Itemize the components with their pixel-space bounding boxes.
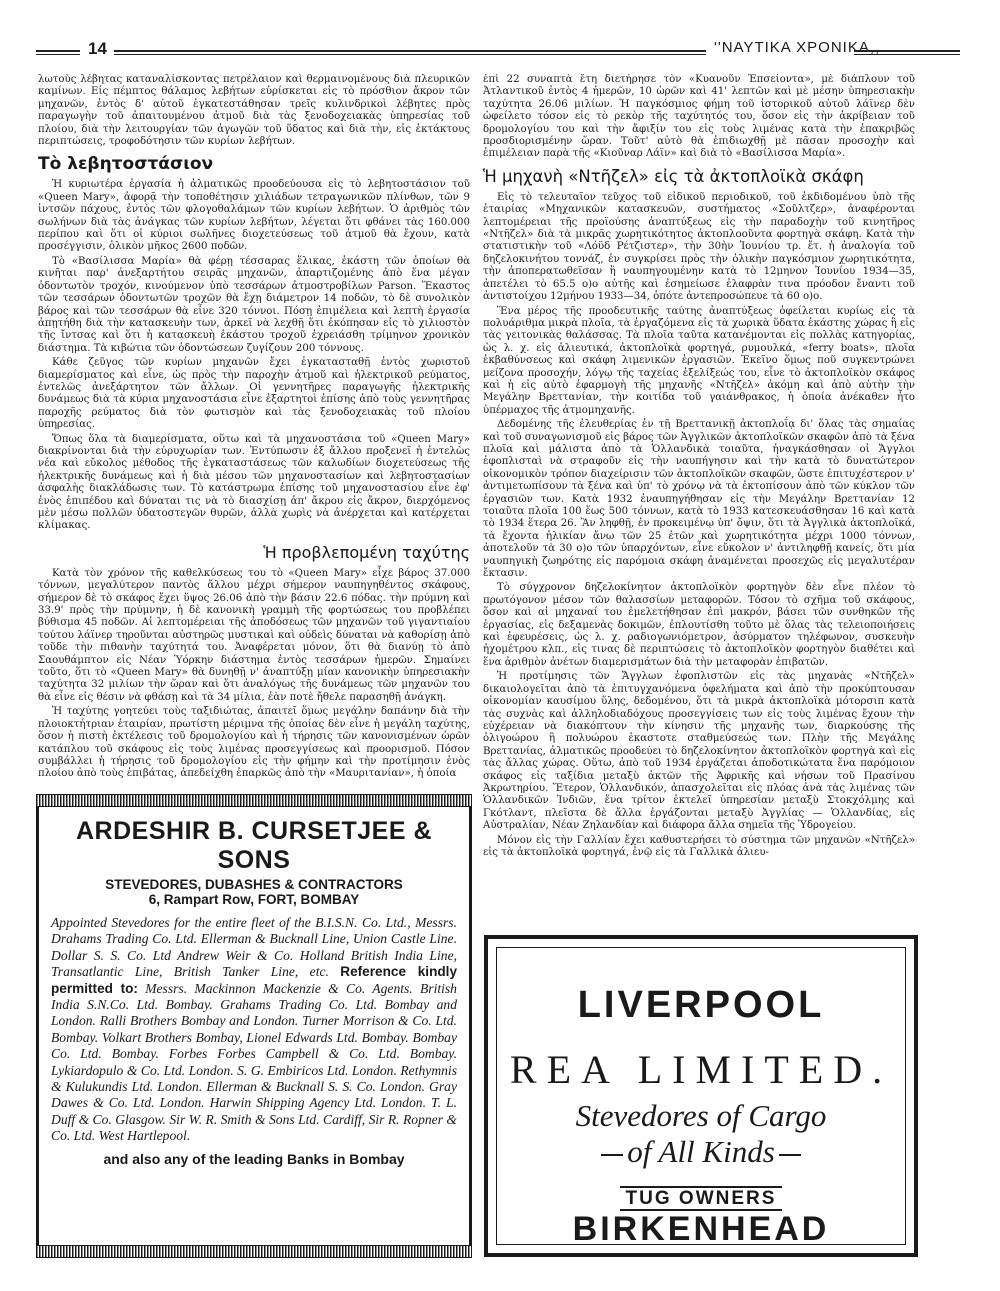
ad-company: REA LIMITED. bbox=[509, 1047, 893, 1092]
decorative-border bbox=[36, 794, 472, 807]
article-paragraph: Εἰς τὸ τελευταῖον τεῦχος τοῦ εἰδικοῦ περιοδικοῦ, τοῦ ἐκδιδομένου ὑπὸ τῆς ἑταιρίας «Μηχανικῶν κατασκευῶν, συστήματος «Σοῦλτζερ», ἀναφέρονται λεπτομέρειαι τῆς προϊούσης ἀναπτύξεως εἰς τὴν παραδοχὴν τοῦ κινητῆρος «Ντῆζελ» διὰ τὰ μικρᾶς χωρητικότητος ἀκτοπλοοῦντα φορτηγὰ σκάφη. Κατὰ τὴν στατιστικὴν τοῦ «Λόϋδ Ρέτζιστερ», τὴν 30ὴν Ἰουνίου τρ. ἔτ. ἡ ἀναλογία τοῦ δηζελοκινήτου τοννάζ, ἐν συγκρίσει πρὸς τὴν ὁλικὴν παγκόσμιον χωρητικότητα, τὴν ἀποπερατωθεῖσαν ἢ ναυπηγουμένην κατὰ τὸ 12μηνον Ἰουνίου 1934—35, ἀπετέλει τὸ 65.5 ο)ο αὐτῆς καὶ ἐσημείωσε ἐλαφρὰν τινα πρόοδον ἔναντι τοῦ ἀντιστοίχου 12μήνου 1933—34, ὁπότε ἀντεπροσώπευε τὰ 60 ο)ο. bbox=[483, 191, 915, 303]
article-paragraph: Ἡ προτίμησις τῶν Ἄγγλων ἐφοπλιστῶν εἰς τὰς μηχανὰς «Ντῆζελ» δικαιολογεῖται ἀπὸ τὰ ἐπιτυγχανόμενα ὀφελήματα καὶ ἀπὸ τὴν προκύπτουσαν οἰκονομίαν καυσίμου ὕλης, δεδομένου, ὅτι τὰ μικρὰ ἀκτοπλοϊκὰ μότορσιπ κατὰ τὰς συχνὰς καὶ ἀλληλοδιαδόχους προσεγγίσεις των εἰς τοὺς λιμένας ἔχουν τὴν εὐχέρειαν νὰ διακόπτουν τὴν κίνησιν τῆς μηχανῆς των, διαρκούσης τῆς ὀλιγοώρου ἢ πολυώρου ἑκαστοτε σταθμεύσεώς των. Πλὴν τῆς Μεγάλης Βρεττανίας, ἀλματικῶς προοδεύει τὸ δηζελοκίνητον ἀκτοπλοϊκὸν φορτηγὰ καὶ εἰς τὰς ἄλλας χώρας. Οὕτω, ἀπὸ τοῦ 1934 ἐργάζεται ἀποδοτικώτατα ἕνα παρόμοιον σκάφος εἰς ταξίδια μεταξὺ ἀκτῶν τῆς Ἀφρικῆς καὶ νήσων τοῦ Πρασίνου Ἀκρωτηρίου. Ἕτερον, Ὁλλανδικόν, ἀπασχολεῖται εἰς πλόας ἀνὰ τὰς λιμένας τῶν Ὁλλανδικῶν Ἰνδιῶν, ἕνα τρίτον ἐκτελεῖ ὑπηρεσίαν μεταξὺ Στοκχόλμης καὶ Γκότλαντ, πλεῖστα δὲ ἄλλα ἐργάζονται μεταξὺ Ἀγγλίας — Ὁλλανδίας, εἰς Αὐστραλίαν, Νέαν Ζηλανδίαν καὶ διάφορα ἄλλα σημεῖα τῆς Ὑδρογείου. bbox=[483, 671, 915, 832]
ad-slogan-line-2 bbox=[497, 1134, 905, 1170]
section-heading: Ἡ μηχανὴ «Ντῆζελ» εἰς τὰ ἀκτοπλοϊκὰ σκάφη bbox=[483, 166, 864, 186]
masthead: ''ΝΑΥΤΙΚΑ ΧΡΟΝΙΚΑ,, bbox=[714, 39, 881, 56]
ad-inner-frame bbox=[496, 947, 906, 1248]
ad-banks-line: and also any of the leading Banks in Bombay bbox=[103, 1150, 405, 1167]
article-paragraph: Ἡ ταχύτης γοητεύει τοὺς ταξιδιώτας, ἀπαιτεῖ ὅμως μεγάλην δαπάνην διὰ τὴν πλοιοκτήτριαν ἑταιρίαν, πρωτίστη μέριμνα τῆς ὁποίας δὲν εἶνε ἡ μεγάλη ταχύτης, ὅσον ἡ πιστὴ ἐκτέλεσις τοῦ δρομολογίου καὶ ἡ τήρησις τῶν κανονισμένων ὡρῶν κατάπλου τοῦ σκάφους εἰς τοὺς λιμένας προσεγγίσεως καὶ προορισμοῦ. Πόσον συμβάλλει ἡ τήρησις τοῦ δρομολογίου εἰς τὴν φήμην καὶ τὴν προτίμησιν ἑνὸς πλοίου ἀπὸ τοὺς ἐπιβάτας, ἀπεδείχθη ἐπαρκῶς ἀπὸ τὴν «Μαυριτανίαν», ἡ ὁποία bbox=[38, 706, 470, 780]
ad-roles: STEVEDORES, DUBASHES & CONTRACTORS bbox=[105, 877, 403, 892]
ad-address: 6, Rampart Row, FORT, BOMBAY bbox=[148, 892, 360, 907]
header-rule bbox=[114, 50, 706, 55]
article-paragraph: Μόνον εἰς τὴν Γαλλίαν ἔχει καθυστερήσει τὸ σύστημα τῶν μηχανῶν «Ντῆζελ» εἰς τὰ ἀκτοπλοϊκὰ φορτηγά, ἐνῷ εἰς τὰ Γαλλικὰ ἀλιευ- bbox=[483, 834, 915, 858]
ad-tug-text: TUG OWNERS bbox=[620, 1186, 783, 1211]
right-column bbox=[483, 74, 915, 932]
ad-slogan: Stevedores of Cargo bbox=[575, 1098, 827, 1133]
dash-ornament bbox=[779, 1154, 801, 1156]
article-paragraph: Δεδομένης τῆς ἐλευθερίας ἐν τῇ Βρεττανικῇ ἀκτοπλοΐᾳ δι' ὅλας τὰς σημαίας καὶ τοῦ συναγωνισμοῦ εἰς βάρος τῶν Ἀγγλικῶν ἀκτοπλοϊκῶν σκαφῶν ἀπὸ τὰ ξένα πλοῖα καὶ μάλιστα ἀπὸ τὰ Ὁλλανδικὰ τοιαῦτα, ἠναγκάσθησαν οἱ Ἄγγλοι ἐφοπλισταὶ νὰ στραφοῦν εἰς τὴν ναυπήγησιν καὶ τὴν κατὰ τὸ δυνατώτερον οἰκονομικὸν τρόπον διαχείρισιν τῶν ἀκτοπλοϊκῶν σκαφῶν, ὥστε ἐπιτυχέστερον ν' ἀντιμετωπίσουν τὰ ξένα καὶ ὑπ' τὸ χρόνῳ νὰ τὰ ἐκτοπίσουν ἀπὸ τῶν κύκλον τῶν ἐργασιῶν των. Κατὰ 1932 ἐναυπηγήθησαν εἰς τὴν Μεγάλην Βρεττανίαν 12 τοιαῦτα πλοῖα 100 ἕως 500 τόννων, κατὰ τὸ 1933 κατεσκευάσθησαν 16 καὶ κατὰ τὸ 1934 ἕτερα 26. Ἂν ληφθῇ, ἐν προκειμένῳ ὑπ' ὄψιν, ὅτι τὰ Ἀγγλικὰ ἀκτοπλοϊκά, τὰ ἔχοντα ἡλικίαν ἄνω τῶν 25 ἐτῶν καὶ χωρητικότητα μέχρι 1000 τόννων, ἀποτελοῦν τὰ 30 ο)ο τῶν ὑπαρχόντων, εἶνε εὔκολον ν' ἀντιληφθῇ κανείς, ὅτι μία ναυπηγικὴ ζωηρότης εἰς παρόμοια σκάφη ἀναμένεται προσεχῶς εἰς μεγαλυτέραν ἔκτασιν. bbox=[483, 419, 915, 580]
article-paragraph: Ἕνα μέρος τῆς προοδευτικῆς ταύτης ἀναπτύξεως ὀφείλεται κυρίως εἰς τὰ πολυάριθμα μικρὰ πλοῖα, τὰ ἐργαζόμενα εἰς τὰ χωρικὰ ὕδατα ἑκάστης χώρας ἢ εἰς τὰς γειτονικὰς θαλάσσας. Τὰ πλοῖα ταῦτα κατανέμονται εἰς πολλὰς κατηγορίας, ὡς λ. χ. εἰς ἁλιευτικά, ἀκτοπλοϊκὰ φορτηγά, ρυμουλκά, «ferry boats», πλοῖα ἐκβαθύνσεως καὶ σκάφη λιμενικῶν ἐργασιῶν. Ἐκεῖνο ὅμως ποῦ συγκεντρώνει μείζονα προσοχήν, λόγῳ τῆς ταχείας ἐξελίξεώς του, εἶνε τὸ ἀκτοπλοϊκὸν σκάφος καὶ ἡ εἰς αὐτὸ ἐφαρμογὴ τῆς μηχανῆς «Ντῆζελ» ἀκόμη καὶ ἀπὸ αὐτὴν τὴν Μεγάλην Βρεττανίαν, τὴν κοιτίδα τοῦ γαιάνθρακος, ἡ ὁποία ἀνέκαθεν ἦτο ὑπέρμαχος τῆς ἀτμομηχανῆς. bbox=[483, 305, 915, 416]
ad-body bbox=[51, 915, 457, 1145]
article-paragraph: Κάθε ζεῦγος τῶν κυρίων μηχανῶν ἔχει ἐγκατασταθῇ ἐντὸς χωριστοῦ διαμερίσματος καὶ εἶνε, ὡς πρὸς τὴν παροχὴν ἀτμοῦ καὶ ἠλεκτρικοῦ ρεύματος, ἐντελῶς ἀνεξάρτητον τῶν ἄλλων. Οἱ γεννητῆρες παραγωγῆς ἠλεκτρικῆς δυνάμεως διὰ τὰ κύρια μηχανοστάσια εἶνε ἐξαρτητοὶ ἐπίσης ἀπὸ τοὺς γεννητῆρας παροχῆς ρεύματος διὰ τὸν φωτισμὸν καὶ τὰς ξενοδοχειακὰς τοῦ πλοίου ὑπηρεσίας. bbox=[38, 357, 470, 431]
ad-firm-name: ARDESHIR B. CURSETJEE & SONS bbox=[76, 817, 432, 874]
ad-city: LIVERPOOL bbox=[577, 984, 825, 1026]
left-column bbox=[38, 74, 470, 792]
page-header bbox=[36, 38, 960, 64]
header-rule bbox=[854, 50, 960, 55]
rea-advertisement bbox=[484, 935, 918, 1257]
article-paragraph: ἐπὶ 22 συναπτὰ ἔτη διετήρησε τὸν «Κυανοῦν Ἐπσείοντα», μὲ διάπλουν τοῦ Ἀτλαντικοῦ ἐντὸς 4 ἡμερῶν, 10 ὡρῶν καὶ 41' λεπτῶν καὶ μὲ μέσην ὑπηρεσιακὴν ταχύτητα 26.06 μιλίων. Ἡ παγκόσμιος φήμη τοῦ ἱστορικοῦ αὐτοῦ λάϊνερ δὲν ὠφείλετο τόσον εἰς τὸ ρεκὸρ τῆς ταχύτητός του, ὅσον εἰς τὴν ἀκρίβειαν τοῦ δρομολογίου του καὶ τὴν ἄφιξίν του εἰς τοὺς λιμένας κατὰ τὴν ἐπακριβῶς προσδιορισμένην ὥραν. Τοῦτ' αὐτὸ θὰ ἐπιδιωχθῇ μὲ πᾶσαν προσοχὴν καὶ ἐπιμέλειαν παρὰ τῆς «Κιοῦναρ Λάϊν» καὶ διὰ τὸ «Βασίλισσα Μαρία». bbox=[483, 74, 915, 160]
ad-port: BIRKENHEAD bbox=[572, 1210, 830, 1248]
page-number: 14 bbox=[88, 39, 107, 58]
section-heading: Τὸ λεβητοστάσιον bbox=[38, 154, 214, 175]
header-rule bbox=[36, 50, 80, 55]
ad-reference-label: Reference kindly permitted to: bbox=[51, 964, 458, 996]
article-paragraph: Ὅπως ὅλα τὰ διαμερίσματα, οὕτω καὶ τὰ μηχανοστάσια τοῦ «Queen Mary» διακρίνονται διὰ τὴν εὐρυχωρίαν των. Ἐντύπωσιν ἐξ ἄλλου προξενεῖ ἡ ἐντελὼς νέα καὶ εὔκολος μέθοδος τῆς ἐγκαταστάσεως τῶν καλωδίων διοχετεύσεως τῆς ἠλεκτρικῆς δυνάμεως καὶ ἡ διὰ μέσου τῶν μηχανοστασίων καὶ λεβητοστασίων ἀσφαλὴς διακλάδωσις των. Τὸ κατάστρωμα ἐπίσης τοῦ μηχανοστασίου εἶνε ἐφ' ἑνὸς ἐπιπέδου καὶ δύναται τις νὰ τὸ διασχίσῃ ἀπ' ἄκρου εἰς ἄκρον, διερχόμενος μὲν μέσω πολλῶν ὑδατοστεγῶν θυρῶν, ἀλλὰ χωρὶς νὰ ἀνέρχεται καὶ κατέρχεται κλίμακας. bbox=[38, 433, 470, 532]
ad-tug-owners bbox=[497, 1188, 905, 1210]
dash-ornament bbox=[601, 1154, 623, 1156]
article-paragraph: Τὸ σύγχρονον δηζελοκίνητον ἀκτοπλοϊκὸν φορτηγὸν δὲν εἶνε πλέον τὸ πρωτόγονον μέσον τῶν θαλασσίων μεταφορῶν. Τόσον τὸ σχῆμα τοῦ σκάφους, ὅσον καὶ αἱ μηχαναί του ἐμελετήθησαν ἐπὶ μακρόν, βάσει τῶν συνθηκῶν τῆς ἐργασίας, εἰς δεξαμενὰς δοκιμῶν, ἐπλουτίσθη τοῦτο μὲ ὅλας τὰς τελειοποιήσεις καὶ ἐφευρέσεις, ὡς λ. χ. ραδιογωνιόμετρον, ἀσύρματον τηλέφωνον, συσκευὴν ἠχομέτρου κλπ., εἰς τινας δὲ περιπτώσεις τὸ ἀκτοπλοϊκὸν φορτηγὸν διαθέτει καὶ ἕνα ἀριθμὸν ἀνέτων διαμερισμάτων διὰ τὴν μεταφορὰν ἐπιβατῶν. bbox=[483, 582, 915, 668]
ad-slogan-text: of All Kinds bbox=[627, 1134, 775, 1169]
article-paragraph: λωτοὺς λέβητας καταναλίσκοντας πετρέλαιον καὶ θερμαινομένους διὰ πλευρικῶν καμίνων. Εἰς πέμπτος θάλαμος λεβήτων εὑρίσκεται εἰς τὸ πρόσθιον ἄκρον τῶν μηχανῶν, ἐντὸς δ' αὐτοῦ ἐγκατεστάθησαν τρεῖς κυλινδρικοὶ λέβητες πρὸς παραγωγὴν τοῦ ἀπαιτουμένου ἀτμοῦ διὰ τὰς ξενοδοχειακὰς ὑπηρεσίας τοῦ πλοίου, διὰ τὴν λειτουργίαν τῶν ἀγωγῶν τοῦ ὕδατος καὶ διὰ τὴν, εἰς ἐκτάκτους περιπτώσεις, τροφοδότησιν τῶν κυρίων λεβήτων. bbox=[38, 74, 470, 148]
decorative-border bbox=[36, 1245, 472, 1258]
section-heading: Ἡ προβλεπομένη ταχύτης bbox=[263, 542, 470, 562]
article-paragraph: Κατὰ τὸν χρόνον τῆς καθελκύσεως του τὸ «Queen Mary» εἶχε βάρος 37.000 τόννων, μεγαλύτερον παντὸς ἄλλου μέχρι σήμερον ναυπηγηθέντος σκάφους, σήμερον δὲ τὸ σκάφος ἔχει ὕψος 26.06 ἀπὸ τὴν βάσιν 22.6 πόδας. τὴν πρύμνη καὶ 33.9' πρὸς τὴν πρύμνην, ἡ δὲ κανονικὴ γραμμὴ τῆς φορτώσεως του προβλέπει βύθισμα 45 ποδῶν. Αἱ λεπτομέρειαι τῆς ἀποδόσεως τῶν μηχανῶν τοῦ γιγαντιαίου τούτου λάϊνερ τηροῦνται αὐστηρῶς μυστικαὶ καὶ οὐδεὶς δύναται νὰ καθορίσῃ ἀπὸ τοῦδε τὴν πιθανὴν ταχύτητά του. Ἀναφέρεται μόνον, ὅτι θὰ διανύῃ τὸ ἀπὸ Σαουθάμπτον εἰς Νέαν Ὑόρκην διάστημα ἐντὸς τεσσάρων ἡμερῶν. Σημαίνει τοῦτο, ὅτι τὸ «Queen Mary» θὰ δυνηθῇ ν' ἀναπτύξῃ μίαν κανονικὴν ὑπηρεσιακὴν ταχύτητα 32 μιλίων τὴν ὥραν καὶ ὅτι ἀναλόγως τῆς δυνάμεως τῶν μηχανῶν του θὰ εἶνε εἰς θέσιν νὰ φθάσῃ καὶ τὰ 34 μίλια, ἐὰν ποτὲ ἤθελε παρασηθῇ ἀνάγκη. bbox=[38, 567, 470, 703]
cursetjee-advertisement bbox=[36, 794, 472, 1258]
article-paragraph: Τὸ «Βασίλισσα Μαρία» θὰ φέρῃ τέσσαρας ἕλικας, ἑκάστη τῶν ὁποίων θὰ κινῆται παρ' ἀνεξαρτήτου σειρᾶς μηχανῶν, ἀπαρτιζομένης ἀπὸ ἕνα μέγαν ὀδοντωτὸν τροχόν, κινούμενον ὑπὸ τεσσάρων ἀτμοστροβίλων Parson. Ἕκαστος τῶν τεσσάρων ὀδοντωτῶν τροχῶν θὰ ἔχῃ διάμετρον 14 ποδῶν, τὸ δὲ συνολικὸν βάρος καὶ τῶν τεσσάρων θὰ εἶνε 320 τόννοι. Πόσῃ ἐπιμέλεια καὶ λεπτὴ ἐργασία ἀπῃτήθη διὰ τὴν κατασκευὴν των, ἀρκεῖ νὰ λεχθῇ ὅτι ἐκόπησαν εἰς τὸ χιλιοστὸν τῆς ἴντσας καὶ ὅτι ἡ κατασκευὴ ἑκάστου τροχοῦ ἐχρειάσθη τρίμηνον χρονικὸν διάστημα. Τὰ κιβώτια τῶν ὀδοντώσεων ζυγίζουν 200 τόννους. bbox=[38, 255, 470, 354]
ad-appointed-text: Appointed Stevedores for the entire fleet of the B.I.S.N. Co. Ltd., Messrs. Drahams Trading Co. Ltd. Ellerman & Bucknall Line, Union Castle Line. Dollar S. S. Co. Ltd Andrew Weir & Co. Holland British India Line, Transatlantic Line, British Tanker Line, etc. bbox=[51, 915, 457, 980]
ad-reference-text: Messrs. Mackinnon Mackenzie & Co. Agents. British India S.N.Co. Ltd. Bombay. Grahams Trading Co. Ltd. Bombay and London. Ralli Brothers Bombay and London. Turner Morrison & Co. Ltd. Bombay. Volkart Brothers Bombay, Lionel Edwards Ltd. Bombay. Bombay Co. Ltd. Bombay. Forbes Forbes Campbell & Co. Ltd. Bombay. Lykiardopulo & Co. Ltd. London. S. G. Embiricos Ltd. London. Rethymnis & Kulukundis Ltd. London. Ellerman & Bucknall S. S. Co. London. Gray Dawes & Co. Ltd. London. Harwin Shipping Agency Ltd. London. T. L. Duff & Co. Glasgow. Sir W. R. Smith & Sons Ltd. Cardiff, Sir R. Ropner & Co. Ltd. West Hartlepool. bbox=[51, 980, 457, 1144]
article-paragraph: Ἡ κυριωτέρα ἐργασία ἡ ἀλματικῶς προοδεύουσα εἰς τὸ λεβητοστάσιον τοῦ «Queen Mary», ἀφορᾷ τὴν τοποθέτησιν χιλιάδων τετραγωνικῶν πλίνθων, τῶν 9 ἰντσῶν πάχους, ἐντὸς τῶν φλογοθαλάμων τῶν κυρίων λεβήτων. Ὁ ἀριθμὸς τῶν σωλήνων διὰ τὰς ἀνάγκας τῶν κυρίων λεβήτων, λέγεται ὅτι φθάνει τὰς 160.000 περίπου καὶ ὅτι οἱ κύριοι σωλῆνες διοχετεύσεως τοῦ ἀτμοῦ θὰ ἔχουν, κατὰ προσέγγισιν, ὁλικὸν μῆκος 2600 ποδῶν. bbox=[38, 179, 470, 253]
